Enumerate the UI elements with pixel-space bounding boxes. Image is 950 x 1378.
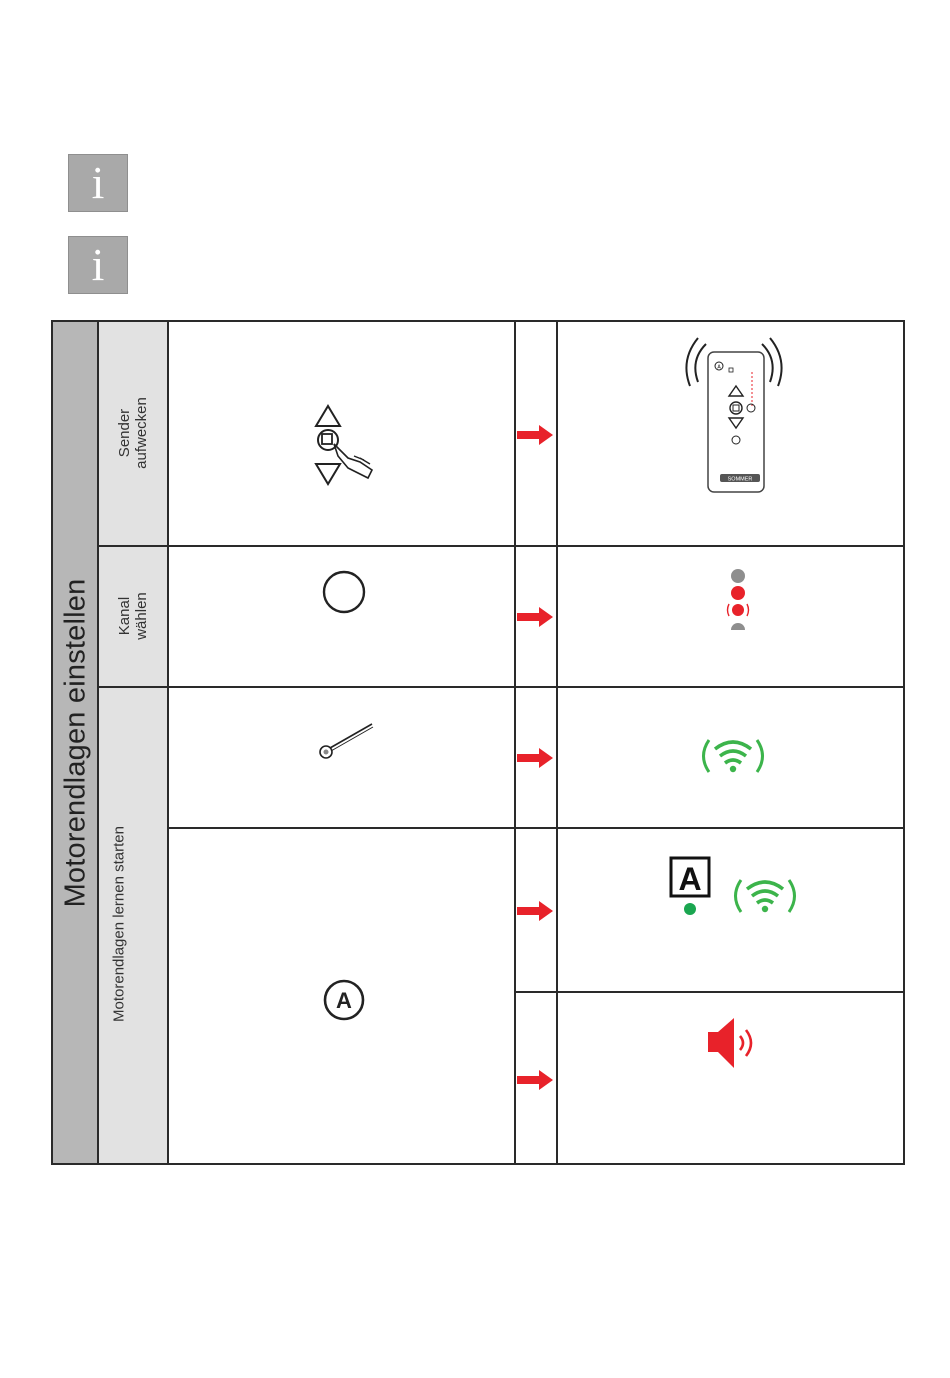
red-arrow-right-icon	[517, 1070, 553, 1090]
a-button-icon	[322, 978, 366, 1022]
info-icon: i	[68, 154, 128, 212]
step-label-start-learning	[111, 826, 128, 1022]
step-label-line: wählen	[133, 592, 150, 640]
pin-tool-icon	[316, 720, 376, 762]
svg-text:A: A	[717, 364, 721, 371]
circle-button-icon	[322, 570, 366, 614]
step-label-select-channel	[116, 592, 150, 640]
step-label-line: aufwecken	[133, 397, 150, 469]
speaker-sound-icon	[706, 1016, 760, 1070]
info-icon: i	[68, 236, 128, 294]
remote-stop-button-press-icon	[308, 402, 380, 490]
svg-text:A: A	[678, 861, 702, 897]
red-arrow-right-icon	[517, 748, 553, 768]
wifi-signal-green-icon	[700, 734, 766, 778]
red-arrow-right-icon	[517, 901, 553, 921]
red-arrow-right-icon	[517, 425, 553, 445]
section-title: Motorendlagen einstellen	[59, 578, 92, 908]
remote-control-transmitting-icon	[684, 330, 784, 496]
step-label-line: Motorendlagen lernen starten	[110, 826, 128, 1022]
step-label-line: Kanal	[116, 596, 133, 636]
red-arrow-right-icon	[517, 607, 553, 627]
channel-leds-icon	[724, 568, 752, 632]
step-label-line: Sender	[116, 408, 133, 458]
a-box-green-led-wifi-icon	[668, 856, 802, 920]
remote-brand: SOMMER	[727, 476, 753, 483]
step-label-wake-transmitter	[116, 397, 150, 469]
svg-text:A: A	[336, 988, 352, 1013]
